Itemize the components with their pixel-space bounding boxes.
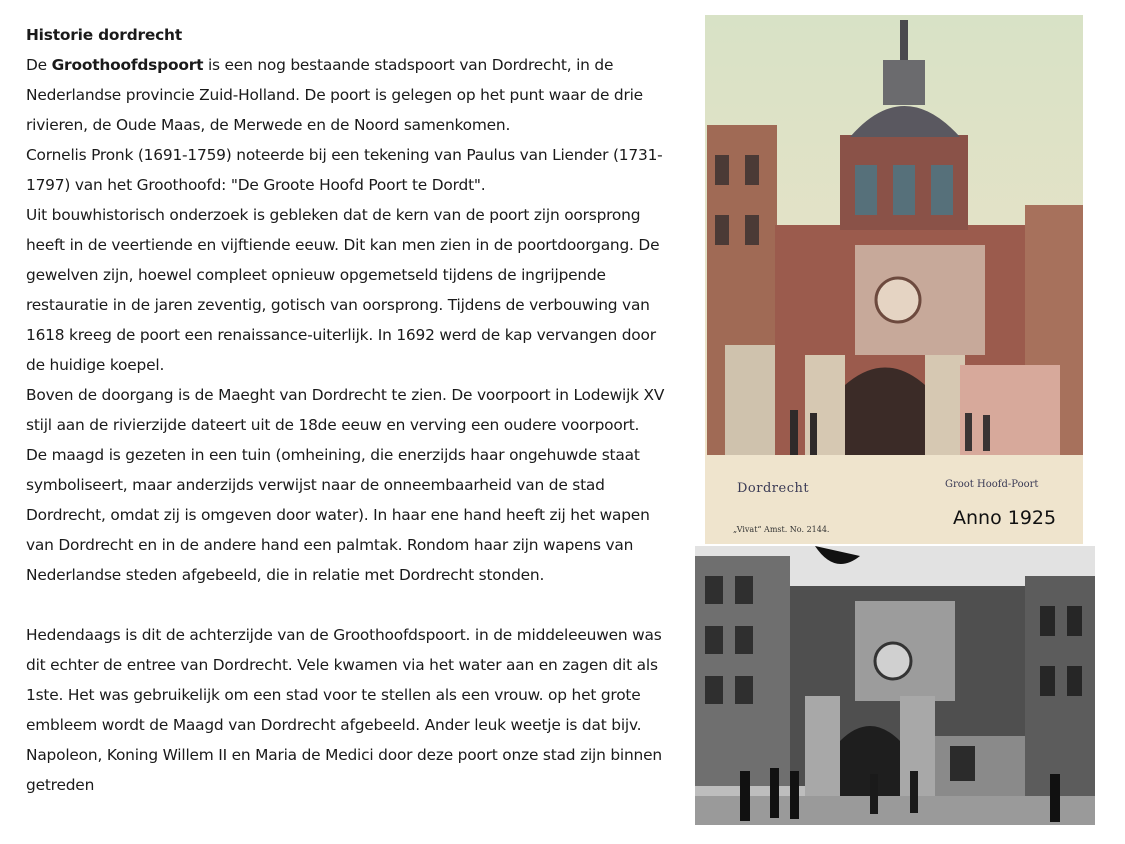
gate-name: Groothoofdspoort xyxy=(51,56,204,74)
paragraph-spacer xyxy=(26,590,666,620)
postcard-illustration xyxy=(705,15,1083,544)
paragraph-history: Uit bouwhistorisch onderzoek is gebleken dat de kern van de poort zijn oorsprong heeft in de veertiende en vijftiende eeuw. Dit kan men zien in de poortdoorgang. De gewelven zijn, hoewel compleet opnieuw opgemetseld tijdens de ingrijpende restauratie in de jaren zeventig, gotisch van oorsprong. Tijdens de verbouwing van 1618 kreeg de poort een renaissance-uiterlijk. In 1692 werd de kap vervangen door de huidige koepel. xyxy=(26,206,660,374)
intro-prefix: De xyxy=(26,56,52,74)
article-title: Historie dordrecht xyxy=(26,26,182,44)
intro-rest: is een nog bestaande stadspoort van Dordrecht, in de Nederlandse provincie Zuid-Holland. De poort is gelegen op het punt waar de drie rivieren, de Oude Maas, de Merwede en de Noord samenkomen. xyxy=(26,56,643,134)
article-text xyxy=(26,20,666,800)
bw-photo-image xyxy=(695,546,1095,825)
postcard-image xyxy=(705,15,1083,544)
postcard-year-label: Anno 1925 xyxy=(953,507,1057,529)
postcard-publisher-label: „Vivat“ Amst. No. 2144. xyxy=(733,525,830,534)
postcard-gate-label: Groot Hoofd-Poort xyxy=(945,479,1039,490)
paragraph-intro xyxy=(26,50,666,140)
paragraph-maagd: De maagd is gezeten in een tuin (omheining, die enerzijds haar ongehuwde staat symboliseert, maar anderzijds verwijst naar de onneembaarheid van de stad Dordrecht, omdat zij is omgeven door water). In haar ene hand heeft zij het wapen van Dordrecht en in de andere hand een palmtak. Rondom haar zijn wapens van Nederlandse steden afgebeeld, die in relatie met Dordrecht stonden. xyxy=(26,446,650,584)
paragraph-today: Hedendaags is dit de achterzijde van de Groothoofdspoort. in de middeleeuwen was dit echter de entree van Dordrecht. Vele kwamen via het water aan en zagen dit als 1ste. Het was gebruikelijk om een stad voor te stellen als een vrouw. op het grote embleem wordt de Maagd van Dordrecht afgebeeld. Ander leuk weetje is dat bijv. Napoleon, Koning Willem II en Maria de Medici door deze poort onze stad zijn binnen getreden xyxy=(26,626,662,794)
paragraph-pronk: Cornelis Pronk (1691-1759) noteerde bij een tekening van Paulus van Liender (1731-1797) van het Groothoofd: "De Groote Hoofd Poort te Dordt". xyxy=(26,146,663,194)
postcard-city-label: Dordrecht xyxy=(737,481,810,496)
paragraph-maeght: Boven de doorgang is de Maeght van Dordrecht te zien. De voorpoort in Lodewijk XV stijl aan de rivierzijde dateert uit de 18de eeuw en verving een oudere voorpoort. xyxy=(26,386,665,434)
bw-photo-illustration xyxy=(695,546,1095,825)
